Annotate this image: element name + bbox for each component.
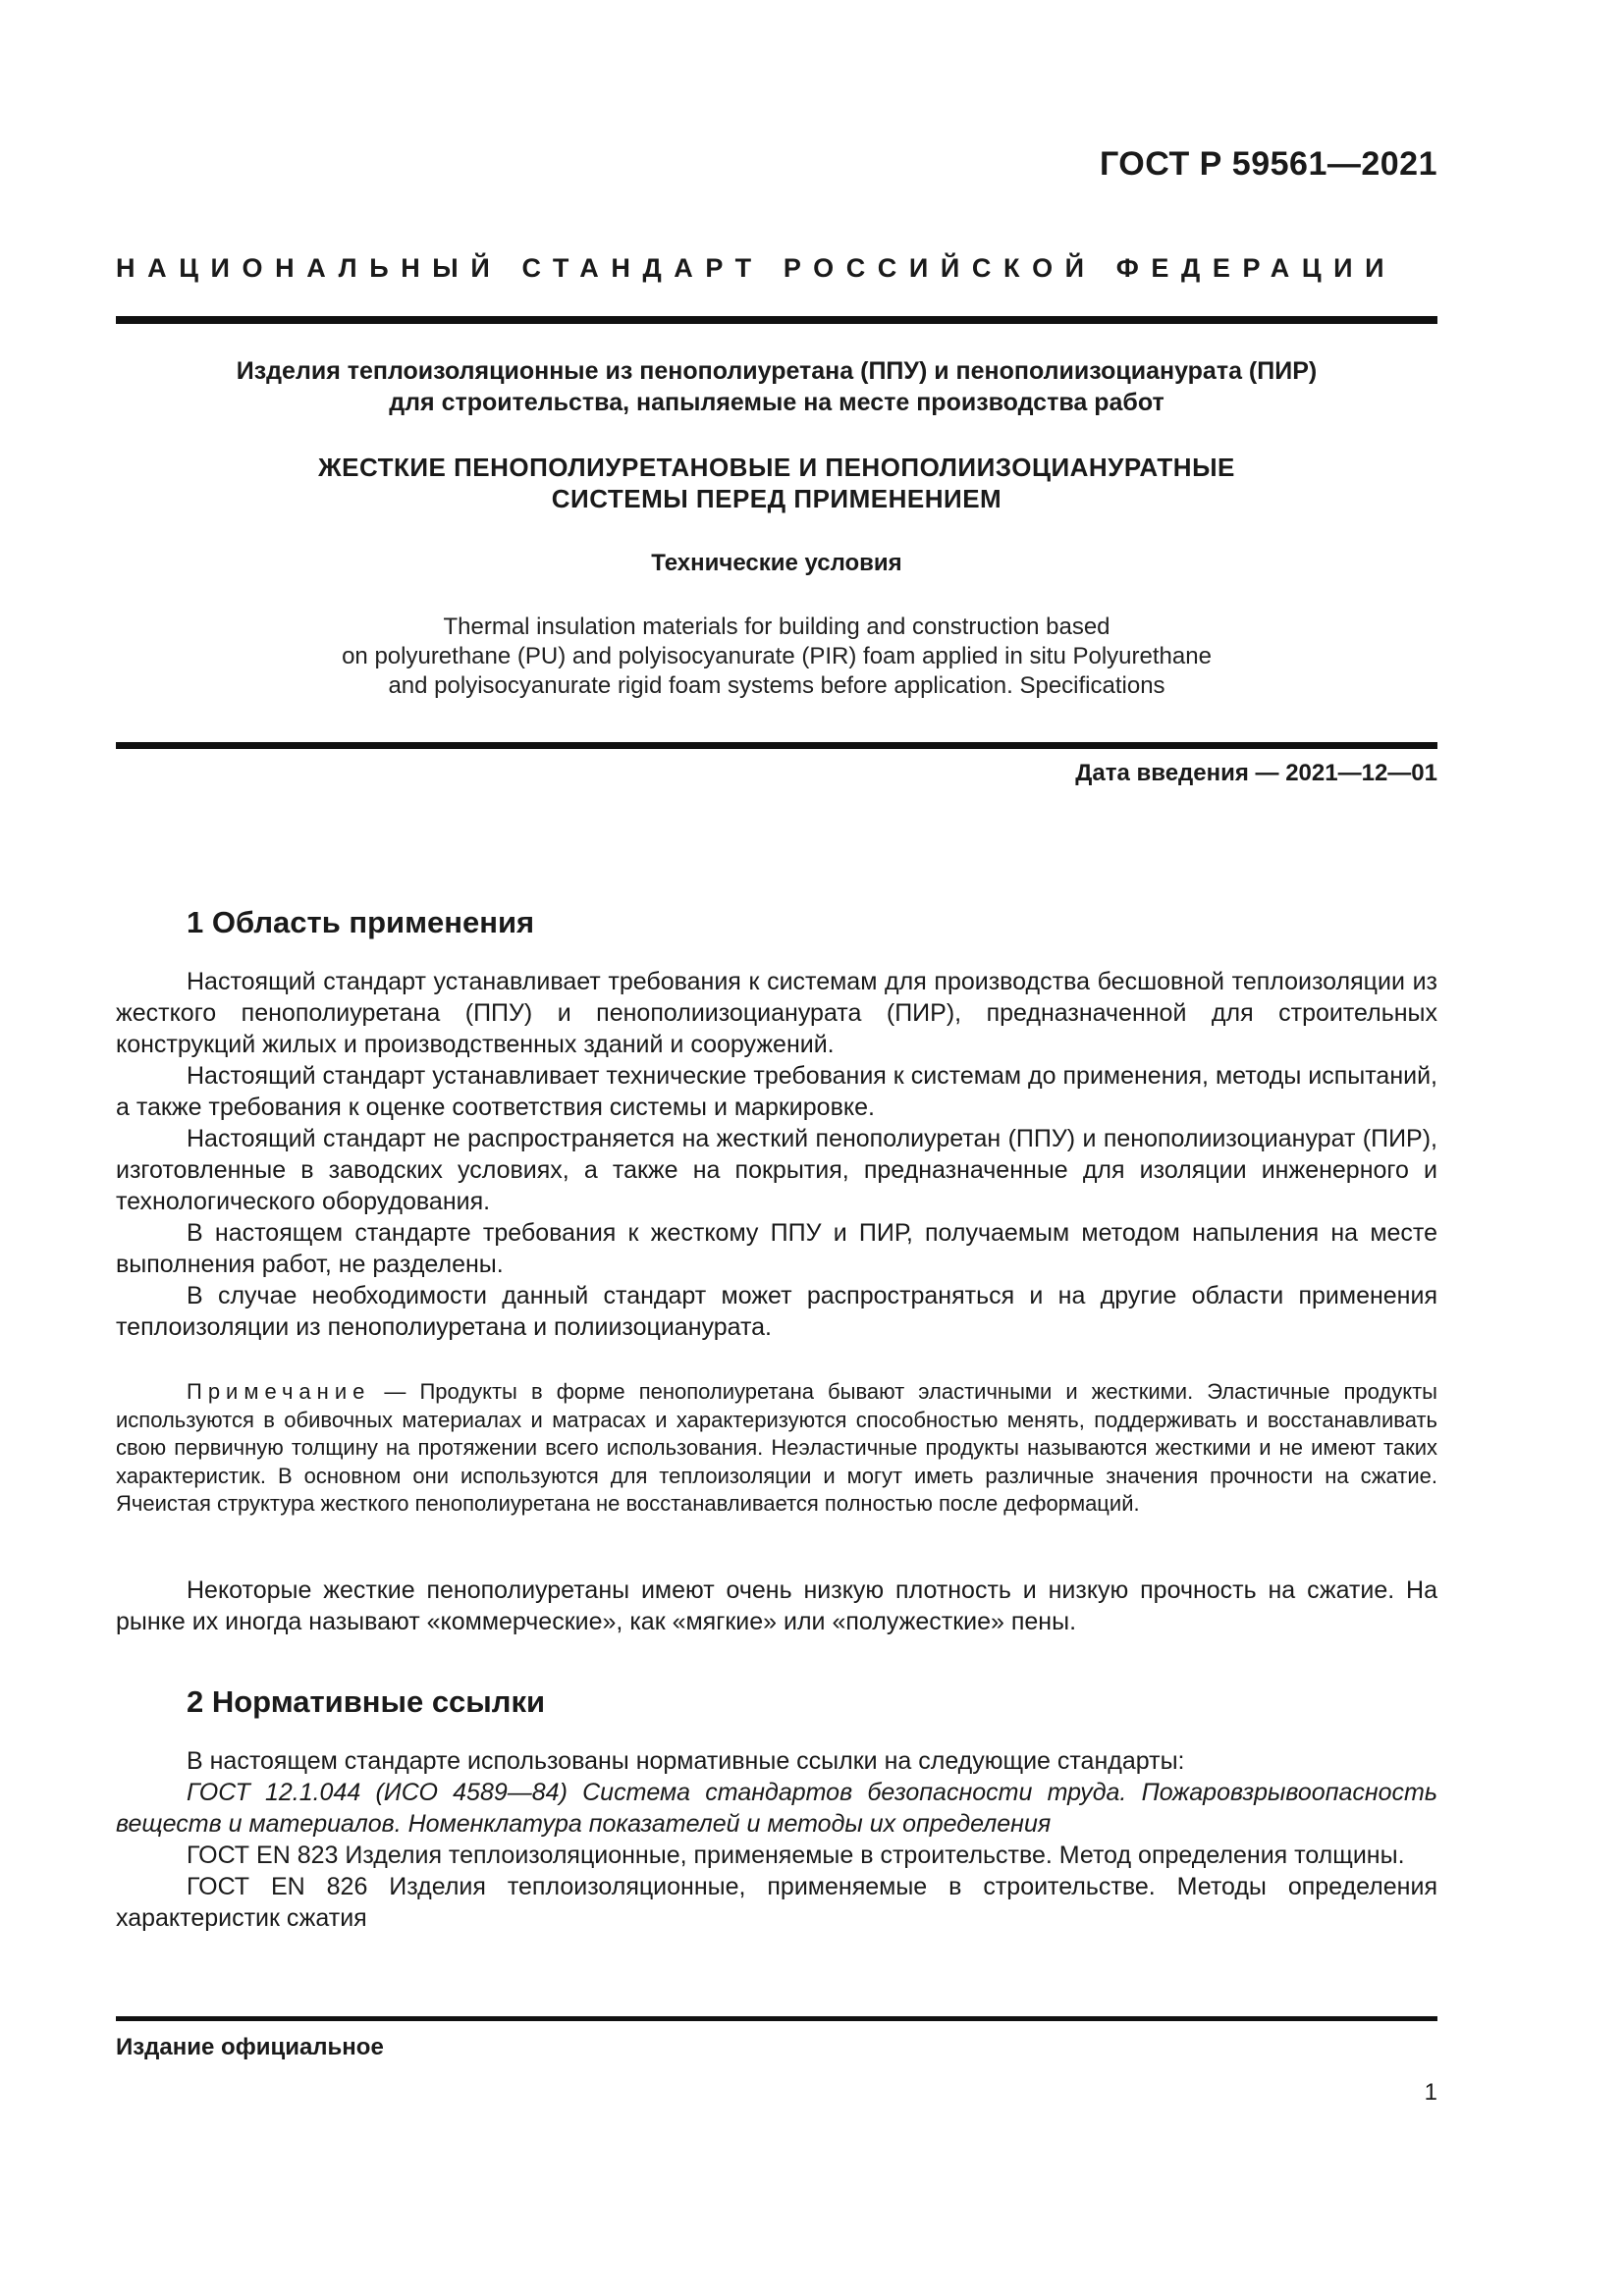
- section-2-body: [116, 1745, 1437, 1934]
- reference-item: ГОСТ 12.1.044 (ИСО 4589—84) Система стандартов безопасности труда. Пожаровзрывоопасность веществ и материалов. Номенклатура показателей и методы их определения: [116, 1779, 1437, 1838]
- paragraph: Настоящий стандарт устанавливает технические требования к системам до применения, методы испытаний, а также требования к оценке соответствия системы и маркировке.: [116, 1062, 1437, 1121]
- top-divider: [116, 316, 1437, 324]
- paragraph: Некоторые жесткие пенополиуретаны имеют очень низкую плотность и низкую прочность на сжатие. На рынке их иногда называют «коммерческие», как «мягкие» или «полужесткие» пены.: [116, 1576, 1437, 1635]
- reference-item: ГОСТ EN 823 Изделия теплоизоляционные, применяемые в строительстве. Метод определения толщины.: [187, 1842, 1405, 1869]
- middle-divider: [116, 742, 1437, 749]
- section-1-heading: 1 Область применения: [187, 905, 535, 939]
- technical-conditions-label: Технические условия: [651, 550, 902, 576]
- reference-item: ГОСТ EN 826 Изделия теплоизоляционные, применяемые в строительстве. Методы определения характеристик сжатия: [116, 1873, 1437, 1932]
- title-line-1: Изделия теплоизоляционные из пенополиуретана (ППУ) и пенополиизоцианурата (ПИР): [236, 357, 1318, 385]
- paragraph: В настоящем стандарте использованы нормативные ссылки на следующие стандарты:: [187, 1747, 1185, 1775]
- introduction-date: Дата введения — 2021—12—01: [1075, 760, 1437, 786]
- section-1-body: [116, 966, 1437, 1343]
- note-block: [116, 1378, 1437, 1519]
- section-2-heading: 2 Нормативные ссылки: [187, 1684, 546, 1719]
- gost-number: ГОСТ Р 59561—2021: [1099, 145, 1437, 183]
- document-subtitle: [116, 452, 1437, 514]
- subtitle-line-2: СИСТЕМЫ ПЕРЕД ПРИМЕНЕНИЕМ: [551, 484, 1002, 513]
- national-standard-title: НАЦИОНАЛЬНЫЙ СТАНДАРТ РОССИЙСКОЙ ФЕДЕРАЦИИ: [116, 253, 1397, 283]
- note-label: Примечание: [187, 1379, 371, 1404]
- official-edition-label: Издание официальное: [116, 2034, 384, 2060]
- paragraph: В настоящем стандарте требования к жесткому ППУ и ПИР, получаемым методом напыления на месте выполнения работ, не разделены.: [116, 1219, 1437, 1278]
- note-text: — Продукты в форме пенополиуретана бывают эластичными и жесткими. Эластичные продукты используются в обивочных материалах и матрасах и характеризуются способностью менять, поддерживать и восстанавливать свою первичную толщину на протяжении всего использования. Неэластичные продукты называются жесткими и не имеют таких характеристик. В основном они используются для теплоизоляции и могут иметь различные значения прочности на сжатие. Ячеистая структура жесткого пенополиуретана не восстанавливается полностью после деформаций.: [116, 1379, 1437, 1517]
- english-title-line-2: on polyurethane (PU) and polyisocyanurate (PIR) foam applied in situ Polyurethane: [342, 643, 1212, 669]
- bottom-divider: [116, 2016, 1437, 2021]
- paragraph: В случае необходимости данный стандарт может распространяться и на другие области применения теплоизоляции из пенополиуретана и полиизоцианурата.: [116, 1282, 1437, 1341]
- english-title-line-1: Thermal insulation materials for building and construction based: [443, 614, 1110, 640]
- document-title: [116, 355, 1437, 418]
- title-line-2: для строительства, напыляемые на месте производства работ: [389, 389, 1164, 416]
- english-title: [116, 613, 1437, 701]
- page-number: 1: [1424, 2079, 1437, 2106]
- paragraph: Настоящий стандарт не распространяется на жесткий пенополиуретан (ППУ) и пенополиизоцианурат (ПИР), изготовленные в заводских условиях, а также на покрытия, предназначенные для изоляции инженерного и технологического оборудования.: [116, 1125, 1437, 1215]
- subtitle-line-1: ЖЕСТКИЕ ПЕНОПОЛИУРЕТАНОВЫЕ И ПЕНОПОЛИИЗОЦИАНУРАТНЫЕ: [318, 453, 1235, 482]
- note-paragraph: [116, 1378, 1437, 1519]
- paragraph: Настоящий стандарт устанавливает требования к системам для производства бесшовной теплоизоляции из жесткого пенополиуретана (ППУ) и пенополиизоцианурата (ПИР), предназначенной для строительных конструкций жилых и производственных зданий и сооружений.: [116, 968, 1437, 1058]
- english-title-line-3: and polyisocyanurate rigid foam systems before application. Specifications: [388, 672, 1165, 699]
- section-1-after-note: [116, 1575, 1437, 1637]
